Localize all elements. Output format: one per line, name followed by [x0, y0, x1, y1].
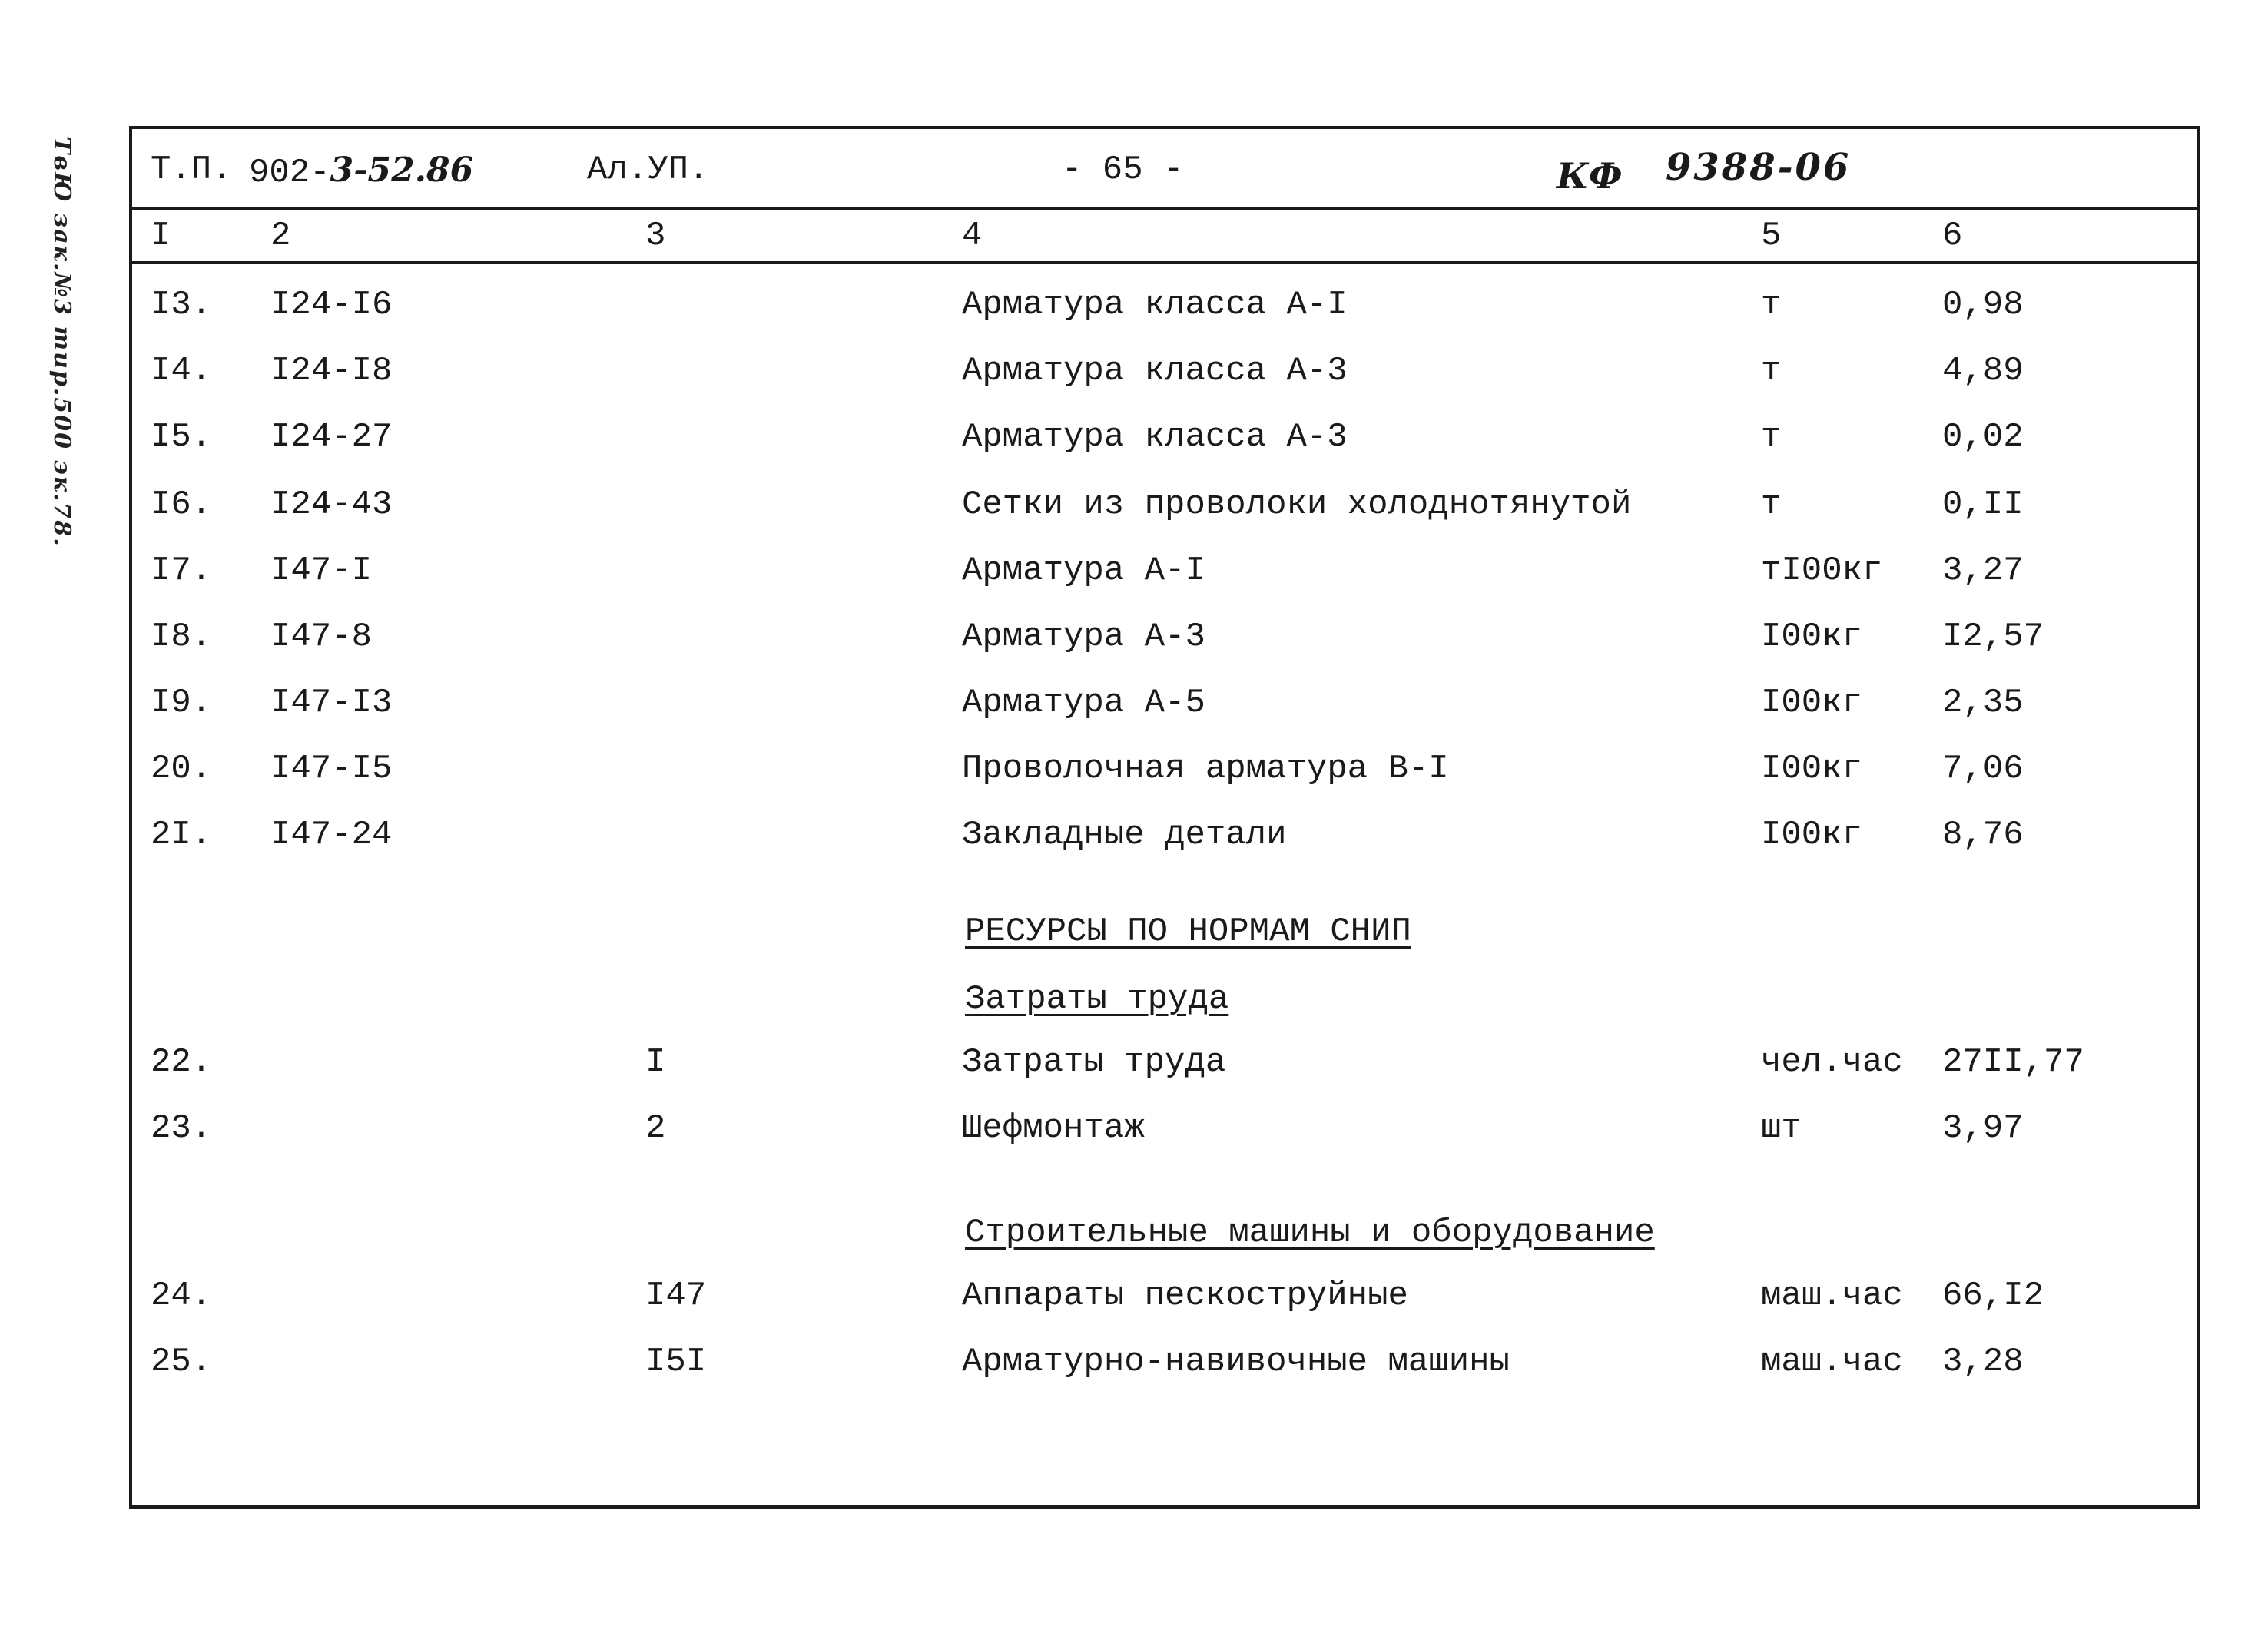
row-col3: I	[645, 1043, 666, 1081]
row-quantity: 27II,77	[1942, 1043, 2084, 1081]
row-number: 2I.	[151, 816, 212, 854]
row-name: Проволочная арматура В-I	[962, 750, 1449, 788]
row-number: I5.	[151, 418, 212, 456]
row-quantity: 2,35	[1942, 684, 2024, 722]
row-quantity: 3,27	[1942, 552, 2024, 590]
row-code: I47-8	[270, 618, 373, 656]
table-row	[132, 278, 2197, 344]
row-name: Арматура А-I	[962, 552, 1205, 590]
row-quantity: 0,II	[1942, 485, 2024, 524]
table-row	[132, 344, 2197, 410]
row-quantity: 3,28	[1942, 1343, 2024, 1381]
row-number: 22.	[151, 1043, 212, 1081]
row-quantity: I2,57	[1942, 618, 2044, 656]
section-heading-resources: РЕСУРСЫ ПО НОРМАМ СНИП	[965, 913, 1411, 951]
table-row	[132, 1101, 2197, 1168]
row-unit: I00кг	[1761, 684, 1863, 722]
row-number: I4.	[151, 352, 212, 390]
row-number: 20.	[151, 750, 212, 788]
row-quantity: 3,97	[1942, 1109, 2024, 1148]
column-number-3: 3	[645, 217, 666, 255]
row-unit: шт	[1761, 1109, 1802, 1148]
row-unit: маш.час	[1761, 1277, 1903, 1315]
table-row	[132, 610, 2197, 676]
row-name: Арматура А-5	[962, 684, 1205, 722]
table-row	[132, 544, 2197, 610]
row-col3: I47	[645, 1277, 707, 1315]
row-unit: I00кг	[1761, 618, 1863, 656]
table-row	[132, 1335, 2197, 1401]
table-row	[132, 478, 2197, 544]
row-number: 25.	[151, 1343, 212, 1381]
table-row	[132, 742, 2197, 808]
album-label: Ал.УП.	[587, 151, 709, 189]
row-quantity: 4,89	[1942, 352, 2024, 390]
row-col3: I5I	[645, 1343, 707, 1381]
row-quantity: 66,I2	[1942, 1277, 2044, 1315]
row-code: I24-I6	[270, 286, 393, 324]
row-name: Закладные детали	[962, 816, 1287, 854]
table-row	[132, 1035, 2197, 1101]
table-row	[132, 410, 2197, 476]
row-number: 24.	[151, 1277, 212, 1315]
row-number: I7.	[151, 552, 212, 590]
row-code: I47-I3	[270, 684, 393, 722]
row-unit: т	[1761, 352, 1782, 390]
document-table-frame	[129, 126, 2200, 1509]
tp-number-handwritten: 3-52.86	[330, 151, 474, 190]
row-unit: т	[1761, 418, 1782, 456]
row-name: Шефмонтаж	[962, 1109, 1145, 1148]
row-number: I8.	[151, 618, 212, 656]
row-name: Арматура класса А-3	[962, 418, 1348, 456]
row-unit: т	[1761, 286, 1782, 324]
row-name: Арматура А-3	[962, 618, 1205, 656]
row-number: I3.	[151, 286, 212, 324]
row-unit: маш.час	[1761, 1343, 1903, 1381]
tp-label: Т.П.	[151, 151, 232, 189]
row-quantity: 7,06	[1942, 750, 2024, 788]
kf-label: КФ	[1557, 155, 1623, 197]
section-heading-machines: Строительные машины и оборудование	[965, 1214, 1655, 1252]
row-code: I24-27	[270, 418, 393, 456]
row-unit: чел.час	[1761, 1043, 1903, 1081]
table-row	[132, 676, 2197, 742]
row-code: I24-I8	[270, 352, 393, 390]
table-row	[132, 808, 2197, 874]
row-number: 23.	[151, 1109, 212, 1148]
row-name: Арматура класса А-3	[962, 352, 1348, 390]
row-unit: I00кг	[1761, 750, 1863, 788]
row-name: Сетки из проволоки холоднотянутой	[962, 485, 1632, 524]
row-name: Арматурно-навивочные машины	[962, 1343, 1510, 1381]
column-number-1: I	[151, 217, 171, 255]
row-code: I47-I	[270, 552, 373, 590]
row-number: I9.	[151, 684, 212, 722]
row-unit: I00кг	[1761, 816, 1863, 854]
column-number-2: 2	[270, 217, 291, 255]
document-header	[132, 129, 2197, 210]
section-heading-labor: Затраты труда	[965, 980, 1229, 1019]
row-col3: 2	[645, 1109, 666, 1148]
margin-stamp-note: ТвЮ зак.№3 тир.500 эк.78.	[48, 137, 75, 548]
row-number: I6.	[151, 485, 212, 524]
row-unit: т	[1761, 485, 1782, 524]
tp-number-printed: 902-	[249, 154, 330, 192]
column-number-4: 4	[962, 217, 983, 255]
row-name: Затраты труда	[962, 1043, 1226, 1081]
row-code: I24-43	[270, 485, 393, 524]
row-quantity: 0,98	[1942, 286, 2024, 324]
tp-number	[249, 151, 473, 192]
row-quantity: 0,02	[1942, 418, 2024, 456]
row-unit: тI00кг	[1761, 552, 1883, 590]
row-code: I47-24	[270, 816, 393, 854]
column-numbers-row	[132, 210, 2197, 264]
row-quantity: 8,76	[1942, 816, 2024, 854]
page-number: - 65 -	[1062, 151, 1184, 189]
table-row	[132, 1269, 2197, 1335]
kf-number: 9388-06	[1666, 146, 1852, 189]
row-name: Аппараты пескоструйные	[962, 1277, 1408, 1315]
column-number-5: 5	[1761, 217, 1782, 255]
row-code: I47-I5	[270, 750, 393, 788]
column-number-6: 6	[1942, 217, 1963, 255]
row-name: Арматура класса А-I	[962, 286, 1348, 324]
